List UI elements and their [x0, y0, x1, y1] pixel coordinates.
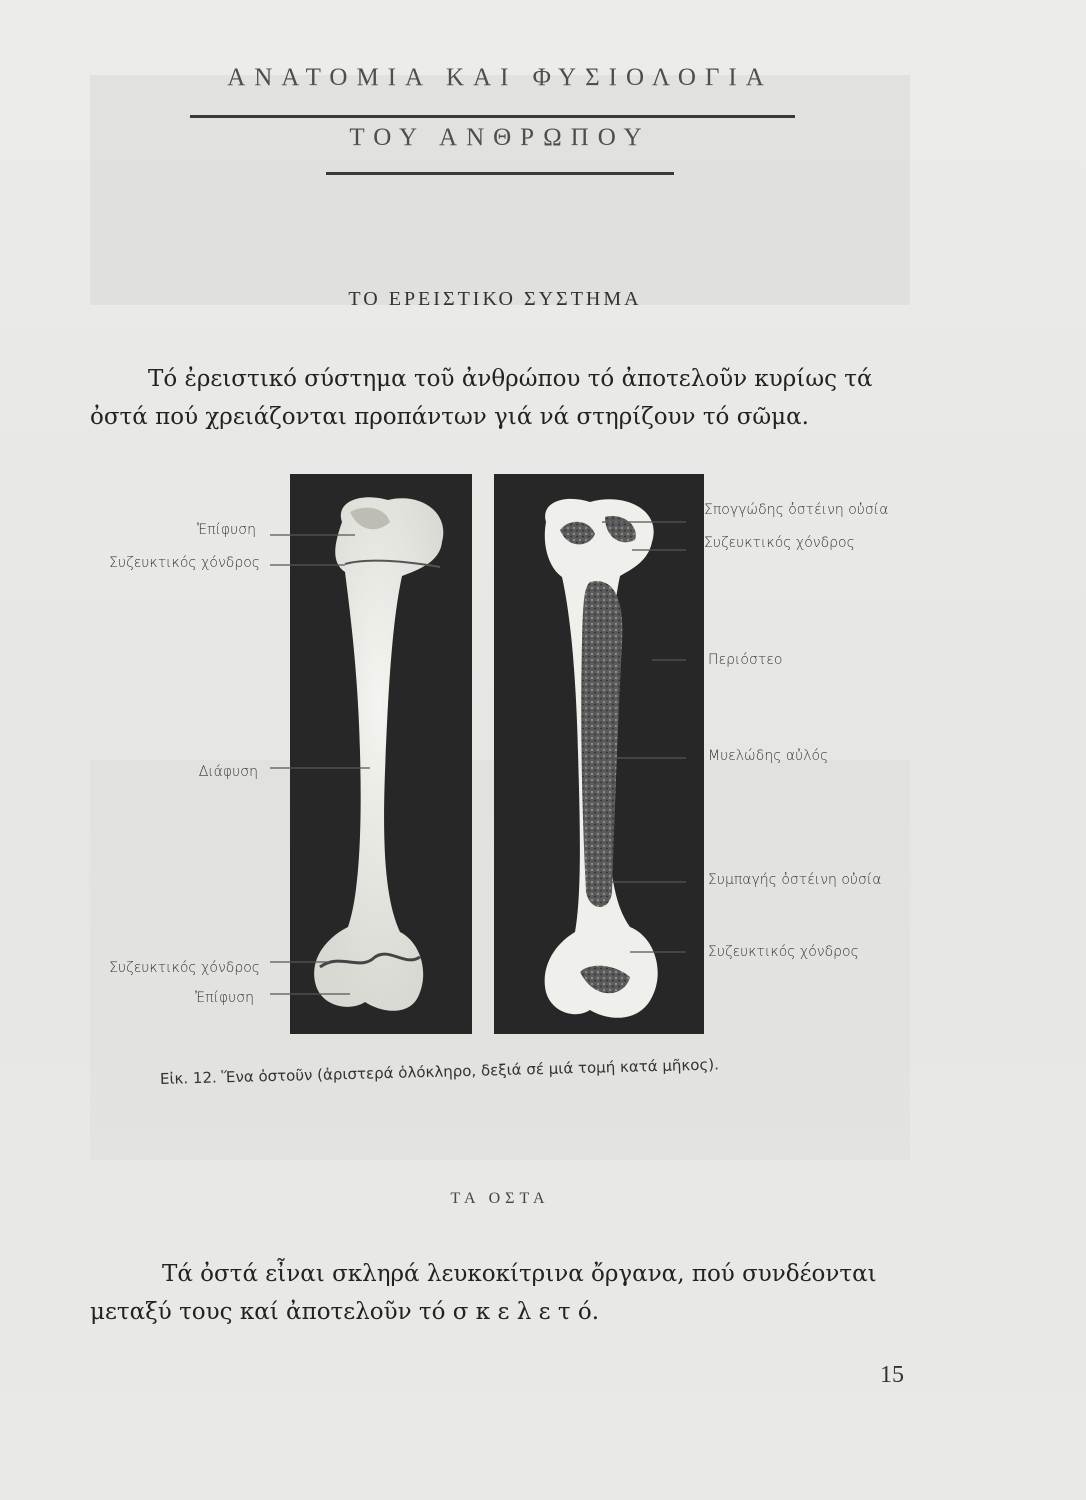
header-rule [190, 115, 795, 118]
section-heading: ΤΟ ΕΡΕΙΣΤΙΚΟ ΣΥΣΤΗΜΑ [348, 288, 642, 310]
label-epiphysis-top: Ἐπίφυση [197, 522, 256, 538]
bones-paragraph: Τά ὀστά εἶναι σκληρά λευκοκίτρινα ὄργανα, πού συνδέονται μεταξύ τους καί ἀποτελοῦν τό σ κ ε λ ε τ ό. [90, 1261, 877, 1325]
bleed-through [90, 75, 910, 305]
label-cartilage-bottom-left: Συζευκτικός χόνδρος [109, 960, 260, 976]
label-diaphysis: Διάφυση [198, 764, 258, 780]
leader-lines [250, 472, 750, 1037]
bone-figure [290, 472, 706, 1037]
bones-heading: ΤΑ ΟΣΤΑ [450, 1190, 550, 1207]
label-cartilage-top-left: Συζευκτικός χόνδρος [109, 555, 260, 571]
label-compact-bone: Συμπαγής ὀστέινη οὐσία [708, 872, 882, 888]
label-cartilage-top-right: Συζευκτικός χόνδρος [704, 535, 855, 551]
label-medullary-canal: Μυελώδης αὐλός [708, 748, 829, 764]
running-header-subtitle: ΤΟΥ ΑΝΘΡΩΠΟΥ [349, 124, 651, 151]
page-number: 15 [880, 1362, 904, 1388]
label-periosteum: Περιόστεο [708, 652, 783, 668]
label-epiphysis-bottom: Ἐπίφυση [195, 990, 254, 1006]
figure-caption: Εἰκ. 12. Ἕνα ὀστοῦν (ἀριστερά ὁλόκληρο, δεξιά σέ μιά τομή κατά μῆκος). [159, 1055, 720, 1088]
running-header-title: ΑΝΑΤΟΜΙΑ ΚΑΙ ΦΥΣΙΟΛΟΓΙΑ [227, 64, 773, 91]
header-rule [326, 172, 674, 175]
label-cartilage-bottom-right: Συζευκτικός χόνδρος [708, 944, 859, 960]
intro-paragraph: Τό ἐρειστικό σύστημα τοῦ ἀνθρώπου τό ἀποτελοῦν κυρίως τά ὀστά πού χρειάζονται προπάντων γιά νά στηρίζουν τό σῶμα. [90, 366, 873, 430]
label-spongy-bone: Σπογγώδης ὀστέινη οὐσία [704, 502, 889, 518]
